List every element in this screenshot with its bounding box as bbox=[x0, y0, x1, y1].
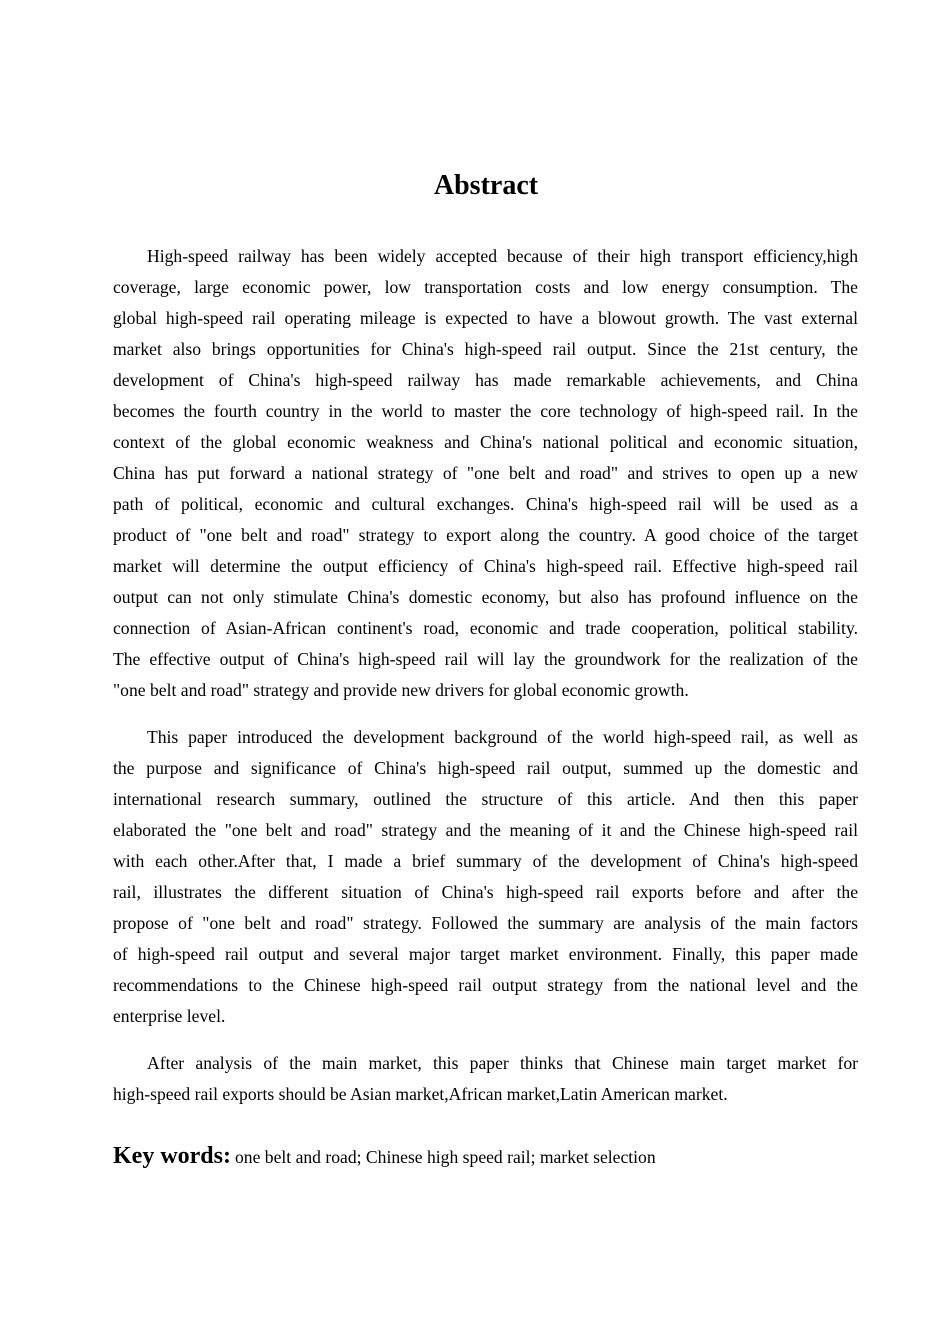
paragraph-line: The effective output of China's high-speed rail will lay the groundwork for the realization of the bbox=[113, 649, 858, 669]
abstract-body bbox=[113, 241, 858, 1126]
paragraph bbox=[113, 241, 858, 706]
paragraph bbox=[113, 722, 858, 1032]
paragraph-line: product of "one belt and road" strategy to export along the country. A good choice of the target bbox=[113, 525, 858, 545]
paragraph-line: context of the global economic weakness and China's national political and economic situation, bbox=[113, 432, 858, 452]
paragraph-line: This paper introduced the development background of the world high-speed rail, as well as bbox=[147, 727, 858, 747]
paragraph-line: recommendations to the Chinese high-speed rail output strategy from the national level and the bbox=[113, 975, 858, 995]
paragraph-line: output can not only stimulate China's domestic economy, but also has profound influence on the bbox=[113, 587, 858, 607]
paragraph-line: market will determine the output efficiency of China's high-speed rail. Effective high-speed rail bbox=[113, 556, 858, 576]
paragraph-line: high-speed rail exports should be Asian market,African market,Latin American market. bbox=[113, 1084, 728, 1104]
paragraph-line: the purpose and significance of China's high-speed rail output, summed up the domestic and bbox=[113, 758, 858, 778]
paragraph-line: enterprise level. bbox=[113, 1006, 226, 1026]
paragraph-line: After analysis of the main market, this paper thinks that Chinese main target market for bbox=[147, 1053, 858, 1073]
paragraph-line: connection of Asian-African continent's road, economic and trade cooperation, political stability. bbox=[113, 618, 858, 638]
paragraph-line: global high-speed rail operating mileage is expected to have a blowout growth. The vast external bbox=[113, 308, 858, 328]
paragraph-line: High-speed railway has been widely accepted because of their high transport efficiency,high bbox=[147, 246, 858, 266]
paragraph-line: propose of "one belt and road" strategy. Followed the summary are analysis of the main factors bbox=[113, 913, 858, 933]
paragraph-line: market also brings opportunities for China's high-speed rail output. Since the 21st century, the bbox=[113, 339, 858, 359]
paragraph-line: rail, illustrates the different situation of China's high-speed rail exports before and after the bbox=[113, 882, 858, 902]
paragraph-line: elaborated the "one belt and road" strategy and the meaning of it and the Chinese high-speed rail bbox=[113, 820, 858, 840]
paragraph-line: China has put forward a national strategy of "one belt and road" and strives to open up a new bbox=[113, 463, 858, 483]
paragraph bbox=[113, 1048, 858, 1110]
paragraph-line: of high-speed rail output and several major target market environment. Finally, this paper made bbox=[113, 944, 858, 964]
paragraph-line: path of political, economic and cultural exchanges. China's high-speed rail will be used as a bbox=[113, 494, 858, 514]
paragraph-line: becomes the fourth country in the world to master the core technology of high-speed rail. In the bbox=[113, 401, 858, 421]
paragraph-line: coverage, large economic power, low transportation costs and low energy consumption. The bbox=[113, 277, 858, 297]
keywords-label: Key words: bbox=[113, 1143, 231, 1169]
keywords bbox=[113, 1138, 656, 1177]
paragraph-line: "one belt and road" strategy and provide new drivers for global economic growth. bbox=[113, 680, 689, 700]
keywords-text: one belt and road; Chinese high speed rail; market selection bbox=[234, 1147, 656, 1167]
paragraph-line: international research summary, outlined the structure of this article. And then this paper bbox=[113, 789, 858, 809]
paragraph-line: development of China's high-speed railway has made remarkable achievements, and China bbox=[113, 370, 858, 390]
paragraph-line: with each other.After that, I made a brief summary of the development of China's high-speed bbox=[113, 851, 858, 871]
page-title: Abstract bbox=[433, 170, 539, 201]
